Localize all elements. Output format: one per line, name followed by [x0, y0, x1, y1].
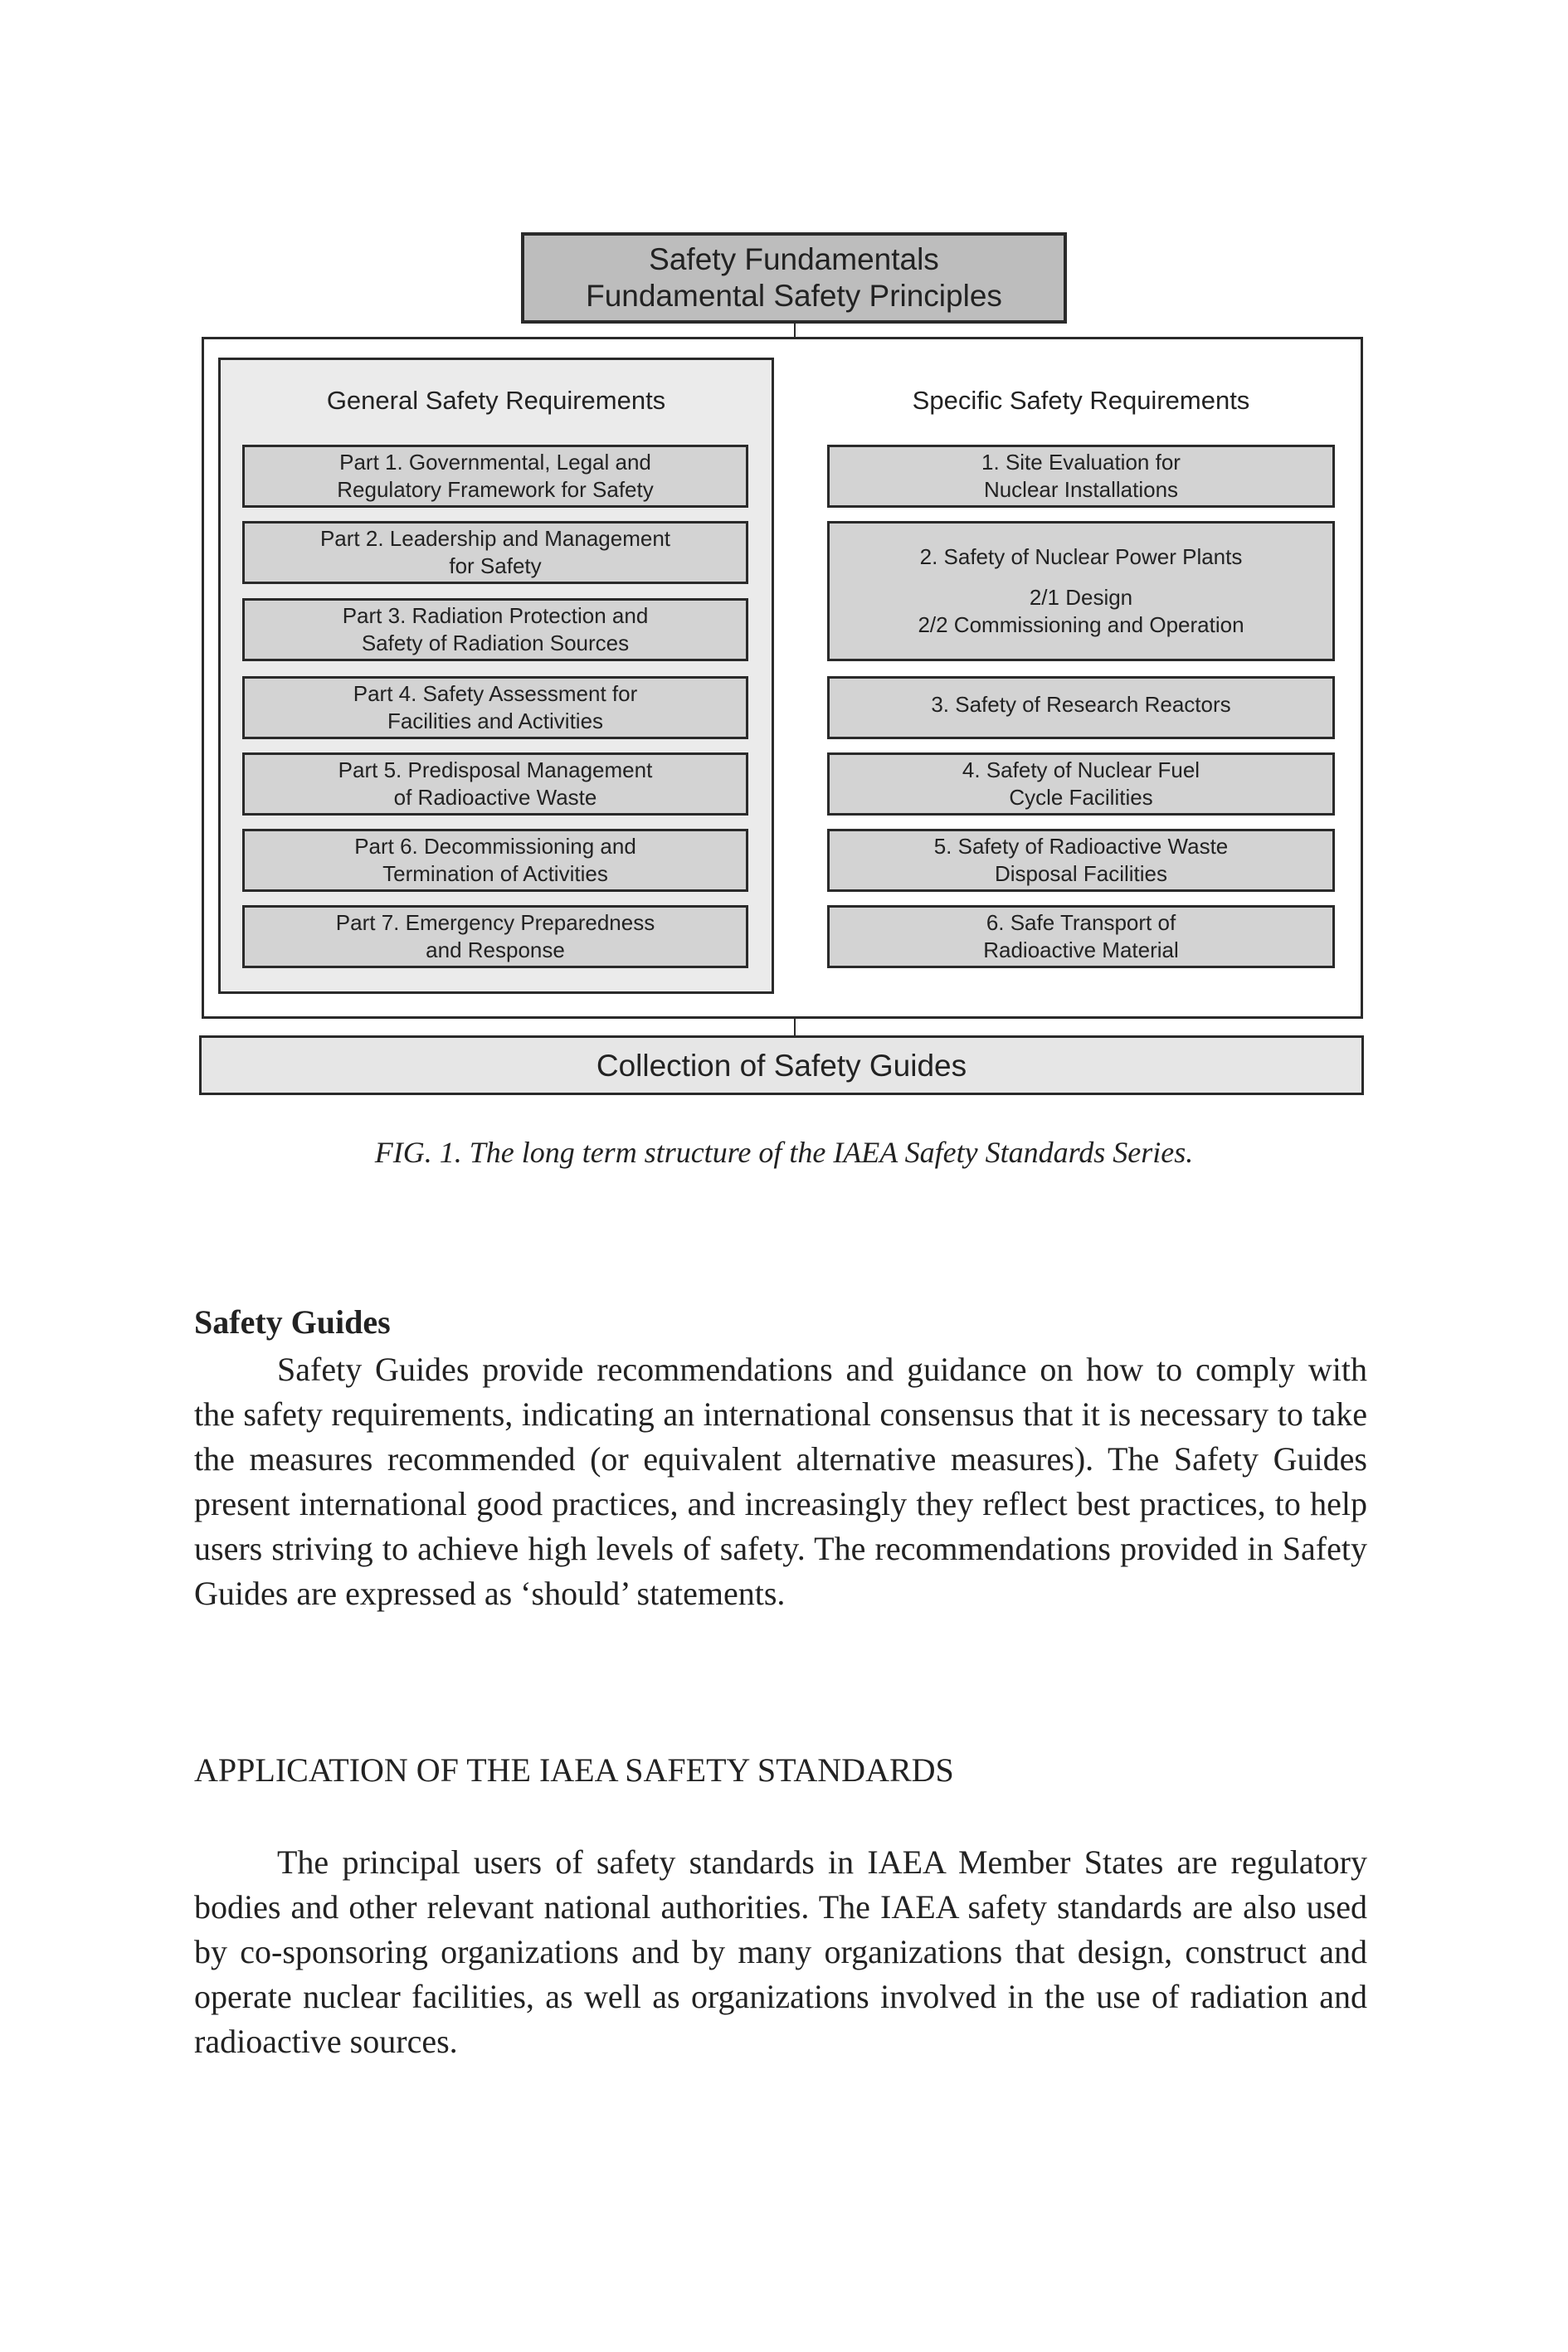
item-line: Safety of Radiation Sources [361, 631, 630, 655]
item-line: Part 4. Safety Assessment for [353, 681, 638, 706]
general-part-6 [242, 829, 748, 892]
item-subline: 2/2 Commissioning and Operation [918, 612, 1244, 637]
figure-caption: FIG. 1. The long term structure of the IAEA Safety Standards Series. [374, 1136, 1194, 1169]
specific-item-4 [827, 752, 1335, 816]
paragraph-text: Safety Guides provide recommendations and guidance on how to comply with the safety requirements, indicating an international consensus that it is necessary to take the measures recommended (or equivalent alternative measures). The Safety Guides present international good practices, and increasingly they reflect best practices, to help users striving to achieve high levels of safety. The recommendations provided in Safety Guides are expressed as ‘should’ statements. [194, 1351, 1367, 1612]
specific-item-3 [827, 676, 1335, 739]
specific-requirements-heading: Specific Safety Requirements [912, 386, 1250, 415]
item-line: Part 5. Predisposal Management [338, 757, 653, 782]
general-part-1 [242, 445, 748, 508]
item-line: Cycle Facilities [1009, 785, 1153, 810]
item-line: Radioactive Material [983, 937, 1179, 962]
specific-item-6 [827, 905, 1335, 968]
item-line: Part 3. Radiation Protection and [342, 603, 649, 628]
item-line: Disposal Facilities [994, 861, 1168, 886]
item-line: Part 1. Governmental, Legal and [339, 450, 651, 475]
item-line: Regulatory Framework for Safety [337, 477, 654, 502]
box-subtitle: Fundamental Safety Principles [586, 279, 1002, 313]
application-paragraph [194, 1840, 1367, 2064]
item-line: Part 7. Emergency Preparedness [335, 910, 655, 935]
item-line: of Radioactive Waste [393, 785, 597, 810]
general-requirements-heading: General Safety Requirements [326, 386, 666, 415]
safety-fundamentals-box [521, 232, 1067, 324]
general-part-7 [242, 905, 748, 968]
item-line: and Response [426, 937, 565, 962]
collection-of-safety-guides-box [199, 1035, 1364, 1095]
paragraph-text: The principal users of safety standards in IAEA Member States are regulatory bodies and other relevant national authorities. The IAEA safety standards are also used by co-sponsoring organizations and by many organizations that design, construct and operate nuclear facilities, as well as organizations involved in the use of radiation and radioactive sources. [194, 1843, 1367, 2060]
box-label: Collection of Safety Guides [596, 1048, 967, 1083]
general-part-2 [242, 521, 748, 584]
box-title: Safety Fundamentals [649, 242, 939, 276]
specific-item-5 [827, 829, 1335, 892]
item-line: 6. Safe Transport of [986, 910, 1176, 935]
connector-line [794, 322, 796, 338]
safety-guides-paragraph [194, 1347, 1367, 1616]
item-line: 4. Safety of Nuclear Fuel [962, 757, 1200, 782]
section-heading-safety-guides: Safety Guides [194, 1303, 391, 1341]
specific-item-1 [827, 445, 1335, 508]
item-line: Part 2. Leadership and Management [319, 526, 671, 551]
item-line: 5. Safety of Radioactive Waste [933, 834, 1229, 859]
connector-line [794, 1017, 796, 1037]
specific-item-2 [827, 521, 1335, 661]
item-line: for Safety [449, 553, 542, 578]
item-line: 3. Safety of Research Reactors [931, 691, 1231, 717]
item-line: Part 6. Decommissioning and [354, 834, 636, 859]
general-part-3 [242, 598, 748, 661]
section-heading-application: APPLICATION OF THE IAEA SAFETY STANDARDS [194, 1751, 954, 1789]
item-line: Facilities and Activities [387, 709, 604, 733]
item-line: 1. Site Evaluation for [981, 450, 1181, 475]
general-part-4 [242, 676, 748, 739]
item-line: Nuclear Installations [983, 477, 1179, 502]
item-line: 2. Safety of Nuclear Power Plants [919, 544, 1243, 569]
item-subline: 2/1 Design [1029, 585, 1133, 610]
item-line: Termination of Activities [382, 861, 608, 886]
general-part-5 [242, 752, 748, 816]
